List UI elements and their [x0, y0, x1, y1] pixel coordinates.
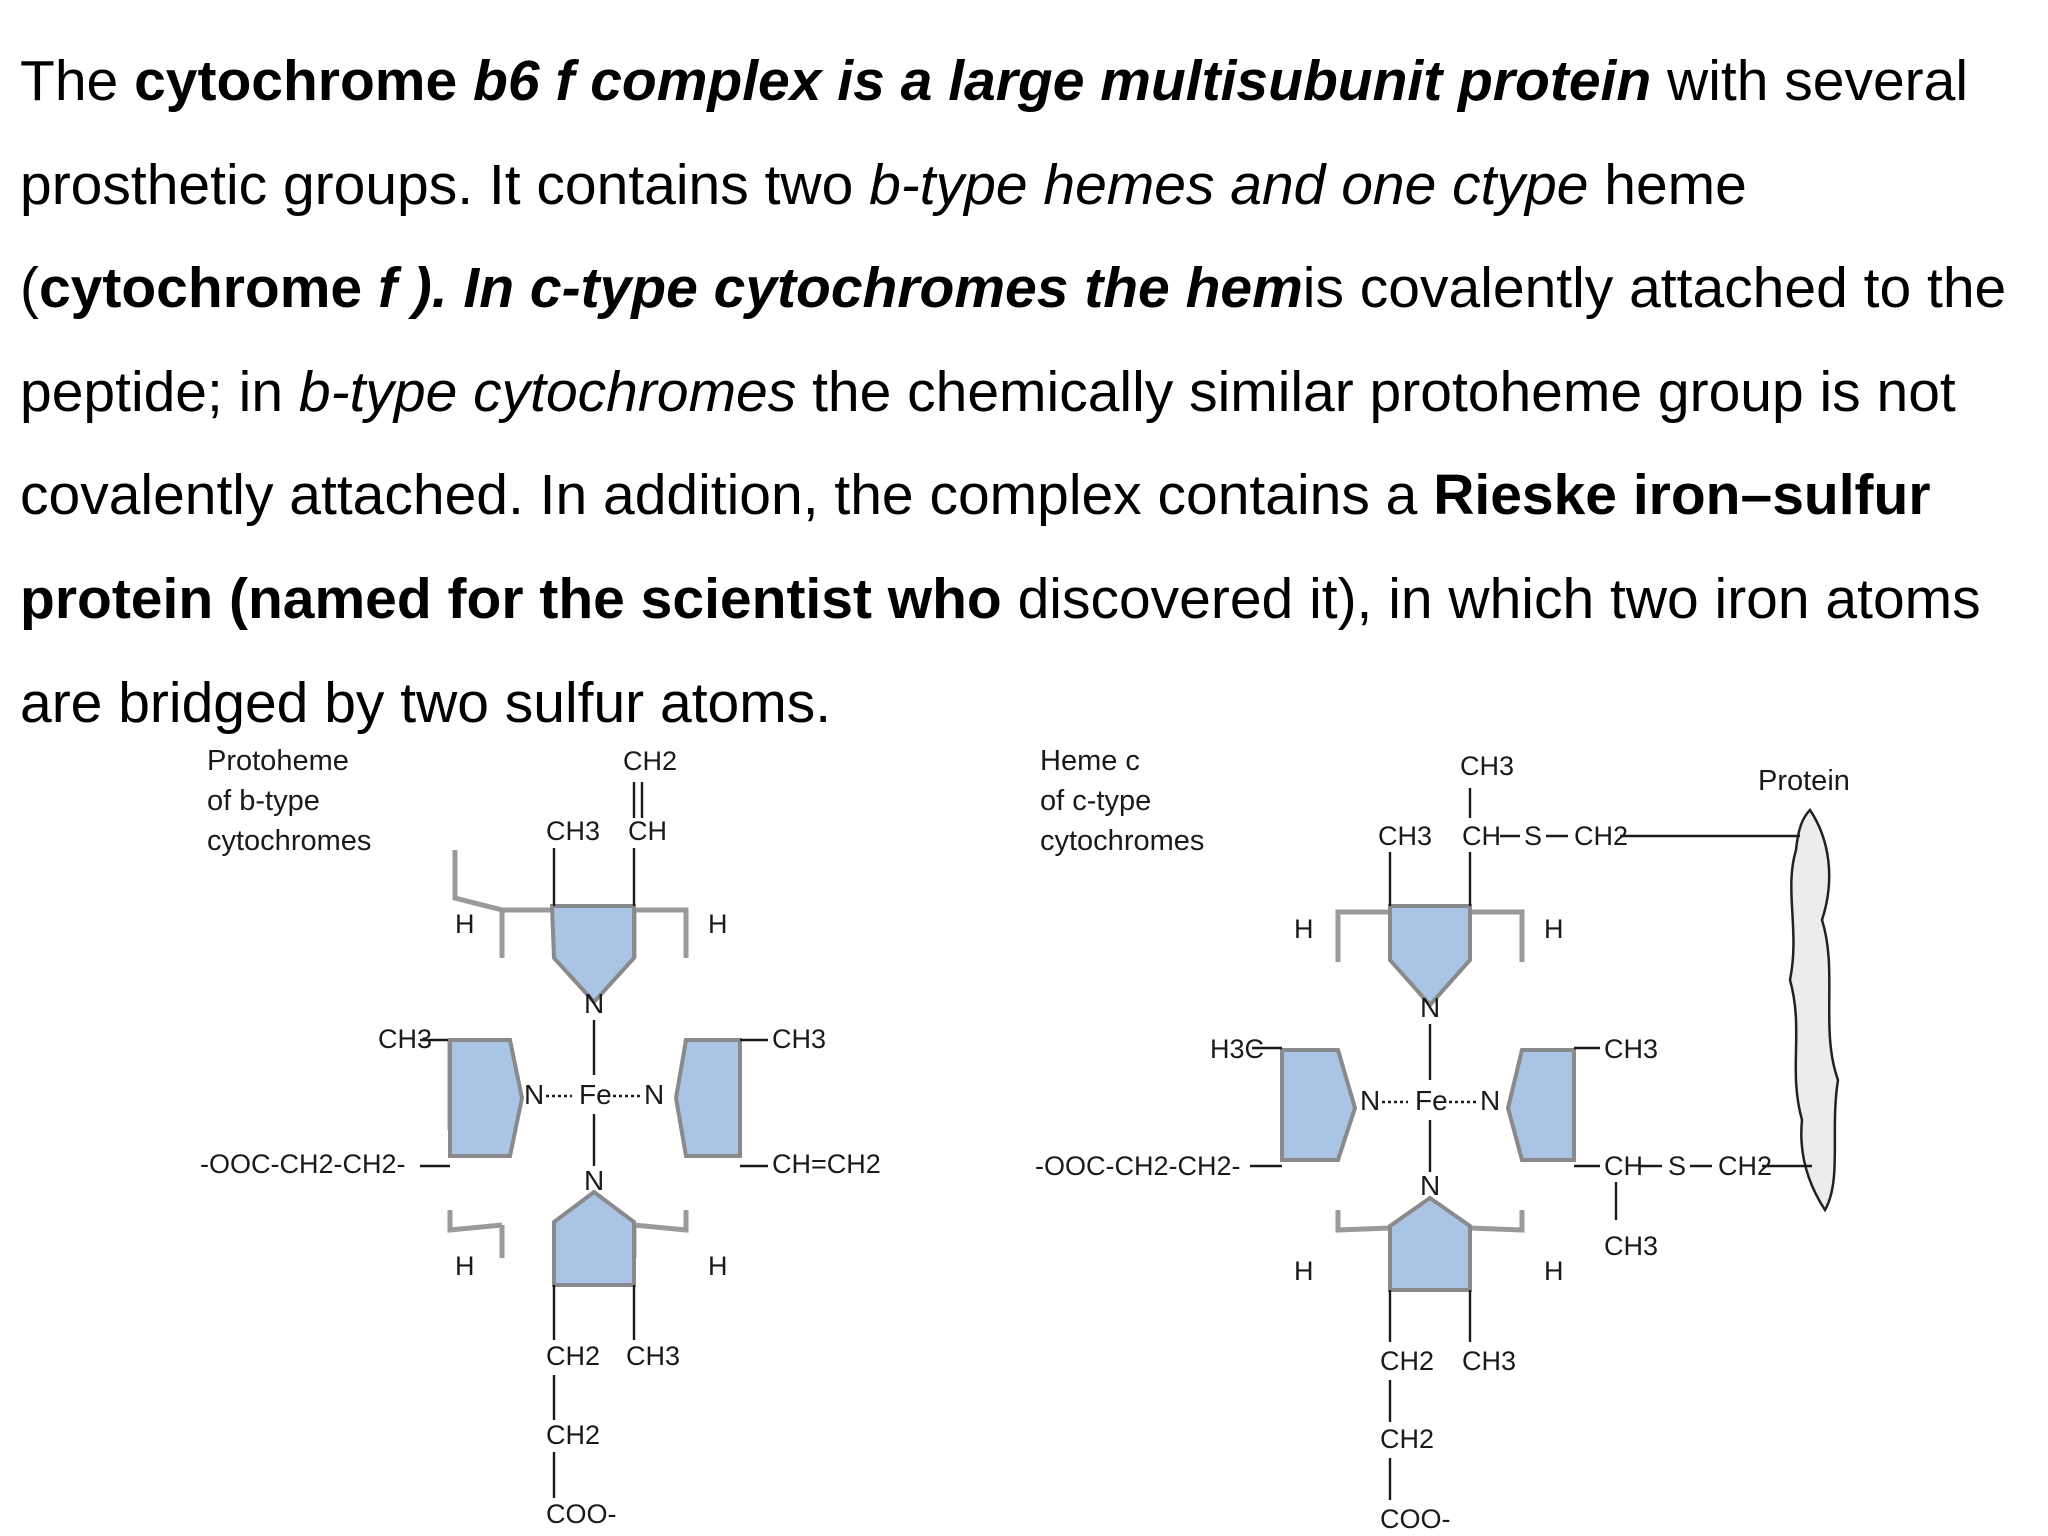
heme-c-h-tr: H: [1544, 914, 1564, 944]
protoheme-h-bl: H: [455, 1251, 475, 1281]
heme-c-caption-line1: Heme c: [1040, 745, 1140, 777]
paragraph-run: f ). In c-type cytochromes the hem: [377, 256, 1303, 321]
heme-c-right-ch3: CH3: [1604, 1231, 1659, 1261]
paragraph-run: Rieske iron–sulfur protein (named for the scientist who: [20, 463, 1931, 631]
protoheme-fe: Fe: [579, 1079, 612, 1110]
heme-c-right-s: S: [1668, 1151, 1687, 1181]
paragraph-run: discovered it), in which two iron atoms are bridged by two sulfur atoms.: [20, 566, 1981, 735]
paragraph-run: b-type hemes and one ctype: [869, 152, 1589, 217]
heme-c-right-ch: CH: [1604, 1151, 1643, 1181]
heme-c-left-methyl: H3C: [1210, 1034, 1265, 1064]
heme-c-n-left: N: [1360, 1085, 1381, 1116]
heme-c-bottom-ch2-2: CH2: [1380, 1424, 1435, 1454]
protein-label: Protein: [1758, 765, 1850, 797]
heme-c-pyrrole-top: [1390, 906, 1470, 1005]
protoheme-bottom-ch2-2: CH2: [546, 1420, 601, 1450]
heme-c-pyrrole-bottom: [1390, 1198, 1470, 1290]
heme-c-pyrrole-left: [1282, 1050, 1355, 1160]
protoheme-top-methyl: CH3: [546, 816, 601, 846]
protoheme-h-tr: H: [708, 909, 728, 939]
heme-c-top-methyl: CH3: [1378, 821, 1433, 851]
heme-c-right-ch2: CH2: [1718, 1151, 1773, 1181]
protoheme-structure: [200, 745, 881, 1529]
protoheme-bottom-methyl: CH3: [626, 1341, 681, 1371]
paragraph-run: cytochrome: [134, 49, 474, 113]
protoheme-n-bottom: N: [584, 1165, 605, 1196]
protoheme-caption-line1: Protoheme: [207, 745, 349, 777]
protoheme-pyrrole-right: [676, 1040, 740, 1156]
heme-c-link-s: S: [1524, 821, 1543, 851]
heme-c-bottom-coo: COO-: [1380, 1504, 1451, 1534]
heme-c-right-methyl: CH3: [1604, 1034, 1659, 1064]
heme-c-pyrrole-right: [1508, 1050, 1574, 1160]
heme-c-h-tl: H: [1294, 914, 1314, 944]
heme-c-fe: Fe: [1415, 1085, 1448, 1116]
protoheme-vinyl-ch: CH: [628, 816, 667, 846]
protoheme-h-tl: H: [455, 909, 475, 939]
protoheme-bottom-coo: COO-: [546, 1499, 617, 1529]
protoheme-left-chain: -OOC-CH2-CH2-: [200, 1149, 406, 1179]
paragraph-run: The: [20, 49, 135, 113]
protoheme-left-methyl: CH3: [378, 1024, 433, 1054]
paragraph-run: cytochrome: [38, 256, 378, 321]
heme-c-bottom-methyl: CH3: [1462, 1346, 1517, 1376]
heme-c-bottom-ch2-1: CH2: [1380, 1346, 1435, 1376]
paragraph-run: heme (: [20, 152, 1747, 321]
heme-c-h-br: H: [1544, 1256, 1564, 1286]
body-paragraph: [20, 30, 2030, 755]
heme-c-link-ch2: CH2: [1574, 821, 1629, 851]
heme-c-h-bl: H: [1294, 1256, 1314, 1286]
heme-c-link-ch: CH: [1462, 821, 1501, 851]
protoheme-bottom-ch2-1: CH2: [546, 1341, 601, 1371]
paragraph-run: b-type cytochromes: [298, 359, 797, 424]
protoheme-caption-line2: of b-type: [207, 785, 320, 817]
heme-c-caption-line3: cytochromes: [1040, 825, 1205, 857]
paragraph-run: b6 f complex is a large multisubunit protein: [473, 49, 1652, 113]
heme-c-left-chain: -OOC-CH2-CH2-: [1035, 1151, 1241, 1181]
paragraph-run: the chemically similar protoheme group is not covalently attached. In addition, the complex contains a: [20, 359, 1956, 528]
heme-c-link-ch3: CH3: [1460, 751, 1515, 781]
protoheme-vinyl-ch2: CH2: [623, 746, 678, 776]
protein-shape: [1790, 810, 1838, 1210]
protoheme-n-top: N: [584, 988, 605, 1019]
protoheme-n-right: N: [644, 1079, 665, 1110]
heme-c-n-top: N: [1420, 992, 1441, 1023]
heme-c-n-right: N: [1480, 1085, 1501, 1116]
paragraph-run: is covalently attached to the peptide; in: [20, 256, 2007, 424]
heme-c-structure: [1035, 745, 1850, 1534]
protoheme-right-vinyl: CH=CH2: [772, 1149, 881, 1179]
protoheme-pyrrole-left: [450, 1040, 522, 1156]
protoheme-caption-line3: cytochromes: [207, 825, 372, 857]
protoheme-h-br: H: [708, 1251, 728, 1281]
protoheme-pyrrole-bottom: [554, 1192, 634, 1285]
heme-c-caption-line2: of c-type: [1040, 785, 1152, 817]
protoheme-n-left: N: [524, 1079, 545, 1110]
paragraph-run: with several prosthetic groups. It contains two: [20, 49, 1968, 217]
protoheme-right-methyl: CH3: [772, 1024, 827, 1054]
heme-c-n-bottom: N: [1420, 1170, 1441, 1201]
heme-structures-figure: [0, 730, 2048, 1536]
